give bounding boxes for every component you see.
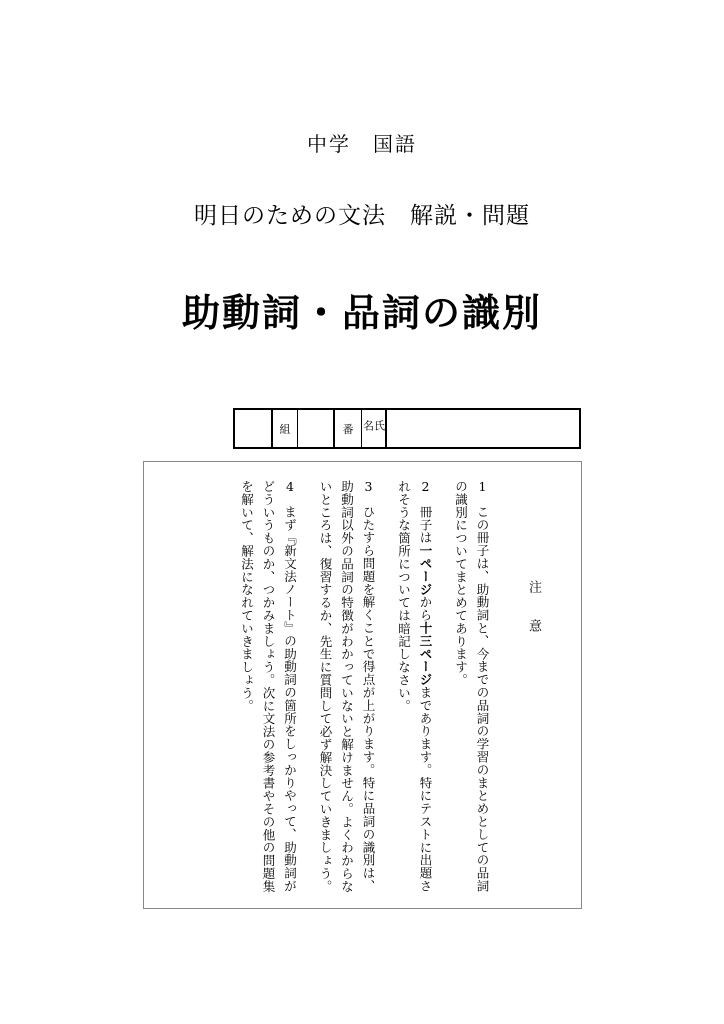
note-text: まず『新文法ノート』の助動詞の箇所をしっかりやって、助動詞がどういうものか、つかみましょう。次に文法の参考書やその他の問題集を解いて、解法になれていきましょう。: [239, 480, 298, 893]
note-item-4: [236, 480, 301, 900]
booklet-subtitle: 明日のための文法 解説・問題: [194, 203, 530, 229]
class-label-cell: [273, 410, 298, 447]
name-label-cell: [362, 410, 387, 447]
page-title: 助動詞・品詞の識別: [181, 291, 542, 335]
note-text: この冊子は、助動詞と、今までの品詞の学習のまとめとしての品詞の識別についてまとめてあります。: [453, 480, 490, 893]
note-text: から: [418, 595, 433, 622]
note-number: 1: [478, 480, 487, 493]
name-label: 氏名: [361, 419, 386, 431]
seat-label-cell: [335, 410, 362, 447]
seat-label: 番: [342, 422, 354, 436]
notes-box: [143, 461, 582, 909]
note-number: 4: [286, 480, 294, 493]
note-emphasis-start-page: 一ページ: [418, 544, 433, 596]
note-text: ひたすら問題を解くことで得点が上がります。特に品詞の識別は、助動詞以外の品詞の特徴がわかっていないと解けません。よくわからないところは、復習するか、先生に質問して必ず解決していきましょう。: [318, 480, 376, 893]
seat-number-field[interactable]: [298, 410, 335, 447]
note-number: 2: [421, 480, 430, 493]
class-number-field[interactable]: [235, 410, 273, 447]
note-item-2: [393, 480, 436, 900]
note-text: 冊子は: [418, 505, 433, 545]
subject-heading: 中学 国語: [307, 132, 417, 156]
name-field[interactable]: [387, 410, 579, 447]
note-item-1: [450, 480, 493, 900]
note-item-3: [315, 480, 380, 900]
student-info-row: [233, 408, 581, 449]
notes-list: [222, 480, 493, 900]
class-label: 組: [279, 422, 291, 436]
notes-heading: 注意: [526, 580, 541, 658]
note-number: 3: [364, 480, 373, 493]
note-emphasis-end-page: 十三ページ: [418, 621, 433, 687]
note-text: まであります。特にテストに出題されそうな箇所については暗記しなさい。: [396, 480, 433, 893]
